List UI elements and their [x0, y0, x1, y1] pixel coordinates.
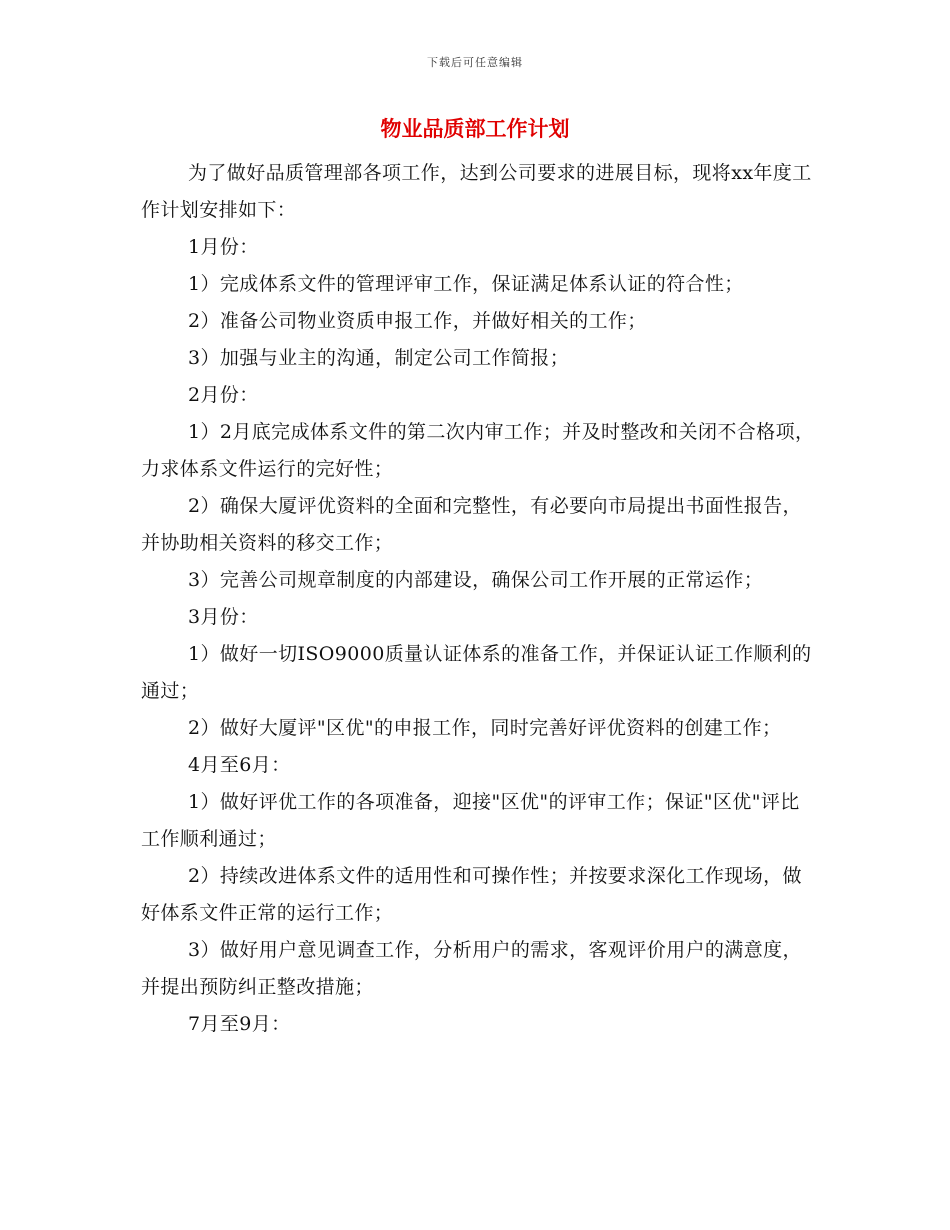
jan-item-2: 2）准备公司物业资质申报工作，并做好相关的工作； — [188, 310, 647, 332]
jan-item-3: 3）加强与业主的沟通，制定公司工作简报； — [188, 347, 570, 369]
intro-paragraph: 为了做好品质管理部各项工作，达到公司要求的进展目标，现将xx年度工作计划安排如下： — [141, 162, 812, 221]
feb-item-3: 3）完善公司规章制度的内部建设，确保公司工作开展的正常运作； — [188, 569, 764, 591]
apr-jun-item-2: 2）持续改进体系文件的适用性和可操作性；并按要求深化工作现场，做好体系文件正常的运行工作； — [141, 865, 802, 924]
feb-item-1: 1）2月底完成体系文件的第二次内审工作；并及时整改和关闭不合格项，力求体系文件运行的完好性； — [141, 421, 815, 480]
document-body — [141, 155, 817, 1043]
page-header: 下载后可任意编辑 — [427, 56, 523, 69]
apr-jun-item-3: 3）做好用户意见调查工作，分析用户的需求，客观评价用户的满意度，并提出预防纠正整改措施； — [141, 939, 802, 998]
feb-item-2: 2）确保大厦评优资料的全面和完整性，有必要向市局提出书面性报告，并协助相关资料的移交工作； — [141, 495, 802, 554]
mar-item-1: 1）做好一切ISO9000质量认证体系的准备工作，并保证认证工作顺利的通过； — [141, 643, 812, 702]
apr-jun-item-1: 1）做好评优工作的各项准备，迎接"区优"的评审工作；保证"区优"评比工作顺利通过； — [141, 791, 800, 850]
document-title: 物业品质部工作计划 — [380, 117, 570, 141]
section-heading-apr-jun: 4月至6月： — [188, 754, 291, 776]
mar-item-2: 2）做好大厦评"区优"的申报工作，同时完善好评优资料的创建工作； — [188, 717, 782, 739]
jan-item-1: 1）完成体系文件的管理评审工作，保证满足体系认证的符合性； — [188, 273, 744, 295]
section-heading-feb: 2月份： — [188, 384, 259, 406]
section-heading-jul-sep: 7月至9月： — [188, 1013, 291, 1035]
section-heading-mar: 3月份： — [188, 606, 259, 628]
section-heading-jan: 1月份： — [188, 236, 259, 258]
